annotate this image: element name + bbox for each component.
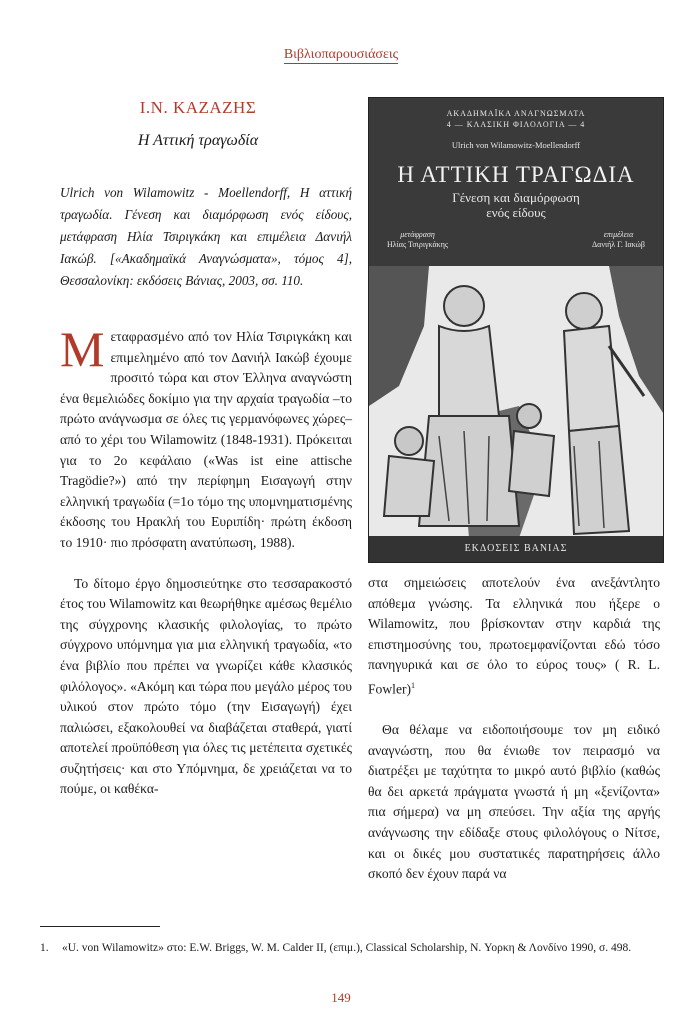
footnote	[40, 940, 660, 957]
page-number: 149	[331, 990, 351, 1005]
cover-series-line-1: ΑΚΑΔΗΜΑΪΚΑ ΑΝΑΓΝΩΣΜΑΤΑ	[446, 109, 586, 118]
cover-publisher: ΕΚΔΟΣΕΙΣ ΒΑΝΙΑΣ	[369, 536, 663, 562]
translator-role: μετάφραση	[400, 230, 435, 239]
left-column	[60, 321, 352, 820]
paragraph-2: Το δίτομο έργο δημοσιεύτηκε στο τεσσαρακοστό έτος του Wilamowitz και θεωρήθηκε αμέσως θεμέλιο της σύγχρονης κλασικής φιλολογίας, το πρώτο σύγχρονο υπόμνημα για μια ελληνική τραγωδία, «το ένα βιβλίο που πρέπει να γνωρίζει κάθε κλασικός φιλόλογος». «Ακόμη και τώρα που μεγάλο μέρος του υλικού στον πρώτο τόμο (την Εισαγωγή) έχει παλιώσει, εξακολουθεί να διαβάζεται σταθερά, γιατί αποτελεί προϋπόθεση για όλες τις μετέπειτα σχετικές συζητήσεις· και στο Υπόμνημα, δε χρειάζεται να το πούμε, οι καθέκα-	[60, 575, 352, 797]
cover-subtitle	[369, 190, 663, 220]
cover-title: Η ΑΤΤΙΚΗ ΤΡΑΓΩΔΙΑ	[397, 162, 635, 187]
cover-subtitle-line-2: ενός είδους	[486, 205, 546, 220]
cover-vase-painting	[369, 266, 664, 538]
footnote-text: «U. von Wilamowitz» στο: E.W. Briggs, W. M. Calder II, (επιμ.), Classical Scholarship, N. Υορκη & Λονδίνο 1990, σ. 498.	[62, 942, 632, 954]
cover-series-line-2: 4 — ΚΛΑΣΙΚΗ ΦΙΛΟΛΟΓΙΑ — 4	[446, 120, 586, 129]
cover-credits	[369, 230, 663, 250]
paragraph-1	[60, 321, 352, 554]
footnote-number: 1.	[40, 942, 49, 954]
running-head-text: Βιβλιοπαρουσιάσεις	[283, 47, 399, 62]
book-cover	[368, 97, 664, 563]
paragraph-3	[368, 573, 660, 700]
paragraph-4: Θα θέλαμε να ειδοποιήσουμε τον μη ειδικό αναγνώστη, που θα ένιωθε τον πειρασμό να διατρέξει με ταχύτητα το μικρό αυτό βιβλίο (καθώς θα δει αρκετά πράγματα γνωστά ή μη «ξενίζοντα» πια σήμερα) να μη σπεύσει. Την αξία της αργής ανάγνωσης την εδίδαξε στους φιλολόγους ο Νίτσε, και οι δικές μου συστατικές παρατηρήσεις άλλο σκοπό δεν έχουν παρά να	[368, 722, 660, 882]
cover-editor	[592, 230, 645, 250]
running-head	[0, 47, 682, 63]
bibliographic-entry: Ulrich von Wilamowitz - Moellendorff, Η αττική τραγωδία. Γένεση και διαμόρφωση ενός είδους, μετάφραση Ηλία Τσιριγκάκη και επιμέλεια Δανιήλ Ιακώβ. [«Ακαδημαϊκά Αναγνώσματα», τόμος 4], Θεσσαλονίκη: εκδόσεις Βάνιας, 2003, σσ. 110.	[60, 185, 352, 288]
cover-author: Ulrich von Wilamowitz-Moellendorff	[451, 140, 581, 150]
review-title: Η Αττική τραγωδία	[137, 132, 259, 149]
translator-name: Ηλίας Τσιριγκάκης	[387, 240, 449, 249]
paragraph-3-text: στα σημειώσεις αποτελούν ένα ανεξάντλητο απόθεμα γνώσης. Τα ελληνικά που ήξερε ο Wilamowitz, που βρίσκονταν στην καρδιά της επιστημοσύνης του, πρωτοεμφανίζονται εδώ τόσο πανηγυρικά και σε όλο το εύρος τους» ( R. L. Fowler)	[368, 575, 660, 697]
review-author: Ι.Ν. ΚΑΖΑΖΗΣ	[139, 98, 257, 117]
footnote-ref: 1	[411, 680, 416, 690]
editor-name: Δανιήλ Γ. Ιακώβ	[592, 240, 645, 249]
cover-translator	[387, 230, 448, 250]
cover-subtitle-line-1: Γένεση και διαμόρφωση	[452, 190, 580, 205]
editor-role: επιμέλεια	[603, 230, 634, 239]
paragraph-1-text: εταφρασμένο από τον Ηλία Τσιριγκάκη και επιμελημένο από τον Δανιήλ Ιακώβ έχουμε προσιτό τώρα και στον Έλληνα αναγνώστη ένα θεμελιώδες δοκίμιο για την αρχαία τραγωδία –το πρώτο ανάγνωσμα σε όλες τις γερμανόφωνες χώρες– από το χέρι του Wilamowitz (1848-1931). Πρόκειται για το 2ο κεφάλαιο («Was ist eine attische Tragödie?») από την περίφημη Εισαγωγή στην ελληνική τραγωδία (=1ο τόμο της υπομνηματισμένης έκδοσης του Ηρακλή του Ευριπίδη· πρώτη έκδοση το 1910· πιο πρόσφατη ανατύπωση, 1988).	[60, 329, 352, 550]
right-column	[368, 573, 660, 905]
drop-cap: Μ	[60, 321, 105, 377]
cover-series	[369, 108, 663, 130]
footnote-rule	[40, 926, 160, 927]
